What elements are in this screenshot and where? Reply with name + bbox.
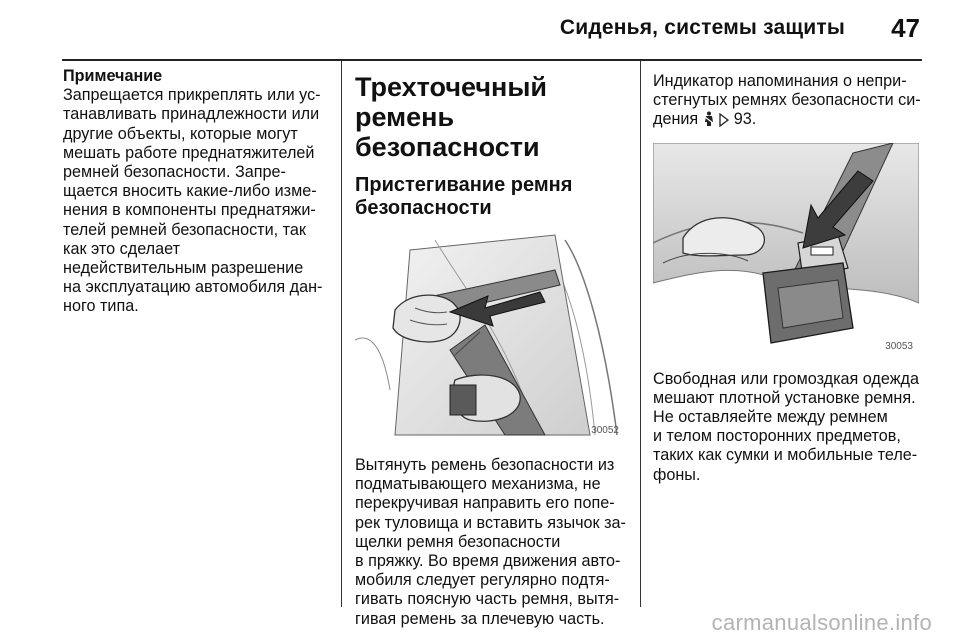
left-column bbox=[63, 67, 335, 317]
column-divider-right bbox=[640, 61, 641, 607]
text-line: другие объекты, которые могут bbox=[63, 124, 298, 143]
text-line: телей ремней безопасности, так bbox=[63, 220, 306, 239]
section-title-line: Трехточечный ремень bbox=[355, 72, 547, 132]
header-rule bbox=[62, 59, 922, 61]
subsection-title bbox=[355, 174, 635, 220]
text-line: фоны. bbox=[653, 465, 701, 484]
text-line: щелки ремня безопасности bbox=[355, 532, 561, 551]
text-line: гивать поясную часть ремня, вытя- bbox=[355, 590, 620, 609]
column-divider-left bbox=[341, 61, 342, 607]
text-line: таких как сумки и мобильные теле- bbox=[653, 446, 918, 465]
text-line: и телом посторонних предметов, bbox=[653, 427, 901, 446]
text-line: в пряжку. Во время движения авто- bbox=[355, 552, 621, 571]
text-line: Запрещается прикреплять или ус- bbox=[63, 86, 321, 105]
page-header bbox=[0, 0, 960, 60]
seatbelt-buckle-illustration bbox=[653, 143, 919, 356]
text-fragment: дения bbox=[653, 110, 699, 129]
text-line: щается вносить какие-либо изме- bbox=[63, 182, 317, 201]
clothing-advice-text bbox=[653, 370, 925, 485]
text-line: перекручивая направить его попе- bbox=[355, 494, 615, 513]
text-line: Вытянуть ремень безопасности из bbox=[355, 456, 615, 474]
text-line: мобиля следует регулярно подтя- bbox=[355, 571, 610, 590]
section-title-line: безопасности bbox=[355, 132, 540, 162]
text-line: танавливать принадлежности или bbox=[63, 105, 320, 124]
text-line: Не оставляейте между ремнем bbox=[653, 408, 888, 427]
page-reference-number[interactable]: 93. bbox=[733, 110, 757, 129]
text-line: гивая ремень за плечевую часть. bbox=[355, 609, 605, 628]
text-line: подматывающего механизма, не bbox=[355, 475, 601, 494]
text-line: Индикатор напоминания о непри- bbox=[653, 72, 907, 90]
right-column bbox=[653, 72, 925, 485]
text-line: мешают плотной установке ремня. bbox=[653, 388, 916, 407]
text-line: стегнутых ремнях безопасности си- bbox=[653, 91, 921, 110]
seatbelt-warning-icon bbox=[703, 111, 715, 132]
note-text bbox=[63, 86, 335, 316]
text-line: ного типа. bbox=[63, 297, 139, 316]
seatbelt-fastening-illustration bbox=[355, 230, 623, 440]
figure-clothing-fit bbox=[653, 143, 919, 356]
figure-buckle-insert bbox=[355, 230, 623, 440]
note-heading: Примечание bbox=[63, 67, 163, 85]
text-line: недействительным разрешение bbox=[63, 259, 304, 278]
section-title bbox=[355, 72, 635, 162]
text-line: нения в компоненты преднатяжи- bbox=[63, 201, 316, 220]
text-line: рек туловища и вставить язычок за- bbox=[355, 513, 626, 532]
text-line: мешать работе преднатяжителей bbox=[63, 143, 315, 162]
text-line bbox=[653, 110, 925, 132]
subsection-title-line: безопасности bbox=[355, 197, 492, 219]
page-title: Сиденья, системы защиты bbox=[559, 16, 845, 39]
page-number: 47 bbox=[891, 13, 920, 43]
middle-column bbox=[355, 72, 635, 629]
subsection-title-line: Пристегивание ремня bbox=[355, 174, 573, 196]
figure-id: 30053 bbox=[885, 340, 913, 352]
fastening-instructions bbox=[355, 456, 635, 629]
text-line: Свободная или громоздкая одежда bbox=[653, 369, 919, 388]
figure-id: 30052 bbox=[591, 425, 619, 436]
watermark: carmanualsonline.info bbox=[711, 610, 932, 635]
text-line: на эксплуатацию автомобиля дан- bbox=[63, 278, 323, 297]
text-line: как это сделает bbox=[63, 239, 180, 258]
text-line: ремней безопасности. Запре- bbox=[63, 163, 286, 182]
indicator-reference-text bbox=[653, 72, 925, 133]
page-reference-icon[interactable] bbox=[719, 113, 729, 132]
